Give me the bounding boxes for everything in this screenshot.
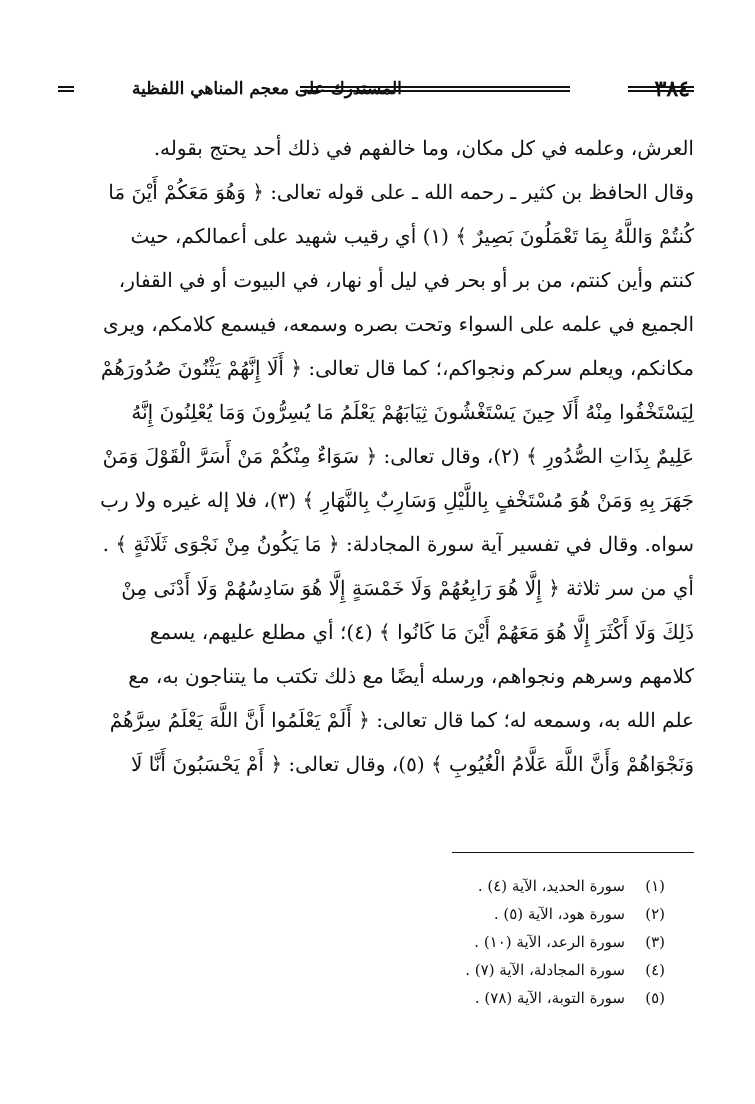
text-line: وقال الحافظ بن كثير ـ رحمه الله ـ على قوله تعالى: ﴿ وَهُوَ مَعَكُمْ أَيْنَ مَا — [108, 180, 694, 204]
running-title: المستدرك على معجم المناهي اللفظية — [132, 79, 402, 99]
header-rule-middle — [300, 86, 570, 92]
footnotes — [465, 872, 665, 1012]
text-line: وَنَجْوَاهُمْ وَأَنَّ اللَّهَ عَلَّامُ الْغُيُوبِ ﴾ (٥)، وقال تعالى: ﴿ أَمْ يَحْسَبُونَ أَنَّا لَا — [130, 752, 694, 776]
text-line: لِيَسْتَخْفُوا مِنْهُ أَلَا حِينَ يَسْتَغْشُونَ ثِيَابَهُمْ يَعْلَمُ مَا يُسِرُّونَ وَمَا يُعْلِنُونَ إِنَّهُ — [131, 400, 694, 424]
footnote-item: (٣)سورة الرعد، الآية (١٠) . — [474, 933, 665, 951]
header-rule-right — [628, 86, 694, 92]
page-number: ٣٨٤ — [654, 76, 690, 102]
text-line: العرش، وعلمه في كل مكان، وما خالفهم في ذلك أحد يحتج بقوله. — [153, 136, 694, 160]
footnote-item: (٥)سورة التوبة، الآية (٧٨) . — [474, 989, 665, 1007]
text-line: سواه. وقال في تفسير آية سورة المجادلة: ﴿ مَا يَكُونُ مِنْ نَجْوَى ثَلَاثَةٍ ﴾ . — [102, 532, 694, 556]
text-line: علم الله به، وسمعه له؛ كما قال تعالى: ﴿ أَلَمْ يَعْلَمُوا أَنَّ اللَّهَ يَعْلَمُ سِرَّهُمْ — [109, 708, 694, 732]
text-line: مكانكم، ويعلم سركم ونجواكم،؛ كما قال تعالى: ﴿ أَلَا إِنَّهُمْ يَثْنُونَ صُدُورَهُمْ — [100, 356, 694, 380]
text-line: كلامهم وسرهم ونجواهم، ورسله أيضًا مع ذلك تكتب ما يتناجون به، مع — [128, 664, 694, 688]
footnote-item: (٤)سورة المجادلة، الآية (٧) . — [465, 961, 665, 979]
text-line: كنتم وأين كنتم، من بر أو بحر في ليل أو نهار، في البيوت أو في القفار، — [118, 268, 694, 292]
text-line: جَهَرَ بِهِ وَمَنْ هُوَ مُسْتَخْفٍ بِاللَّيْلِ وَسَارِبٌ بِالنَّهَارِ ﴾ (٣)، فلا إله غيره ولا رب — [100, 488, 694, 512]
text-line: كُنتُمْ وَاللَّهُ بِمَا تَعْمَلُونَ بَصِيرٌ ﴾ (١) أي رقيب شهيد على أعمالكم، حيث — [130, 224, 694, 248]
footnote-item: (٢)سورة هود، الآية (٥) . — [493, 905, 665, 923]
body-text — [72, 126, 694, 786]
text-line: أي من سر ثلاثة ﴿ إِلَّا هُوَ رَابِعُهُمْ وَلَا خَمْسَةٍ إِلَّا هُوَ سَادِسُهُمْ وَلَا أَدْنَى مِنْ — [121, 576, 694, 600]
text-line: عَلِيمٌ بِذَاتِ الصُّدُورِ ﴾ (٢)، وقال تعالى: ﴿ سَوَاءٌ مِنْكُمْ مَنْ أَسَرَّ الْقَوْلَ وَمَنْ — [102, 444, 694, 468]
text-line: ذَلِكَ وَلَا أَكْثَرَ إِلَّا هُوَ مَعَهُمْ أَيْنَ مَا كَانُوا ﴾ (٤)؛ أي مطلع عليهم، يسمع — [149, 620, 694, 644]
text-line: الجميع في علمه على السواء وتحت بصره وسمعه، فيسمع كلامكم، ويرى — [103, 312, 694, 336]
footnote-item: (١)سورة الحديد، الآية (٤) . — [477, 877, 665, 895]
header-rule-left — [58, 86, 74, 92]
footnote-separator — [452, 852, 694, 853]
